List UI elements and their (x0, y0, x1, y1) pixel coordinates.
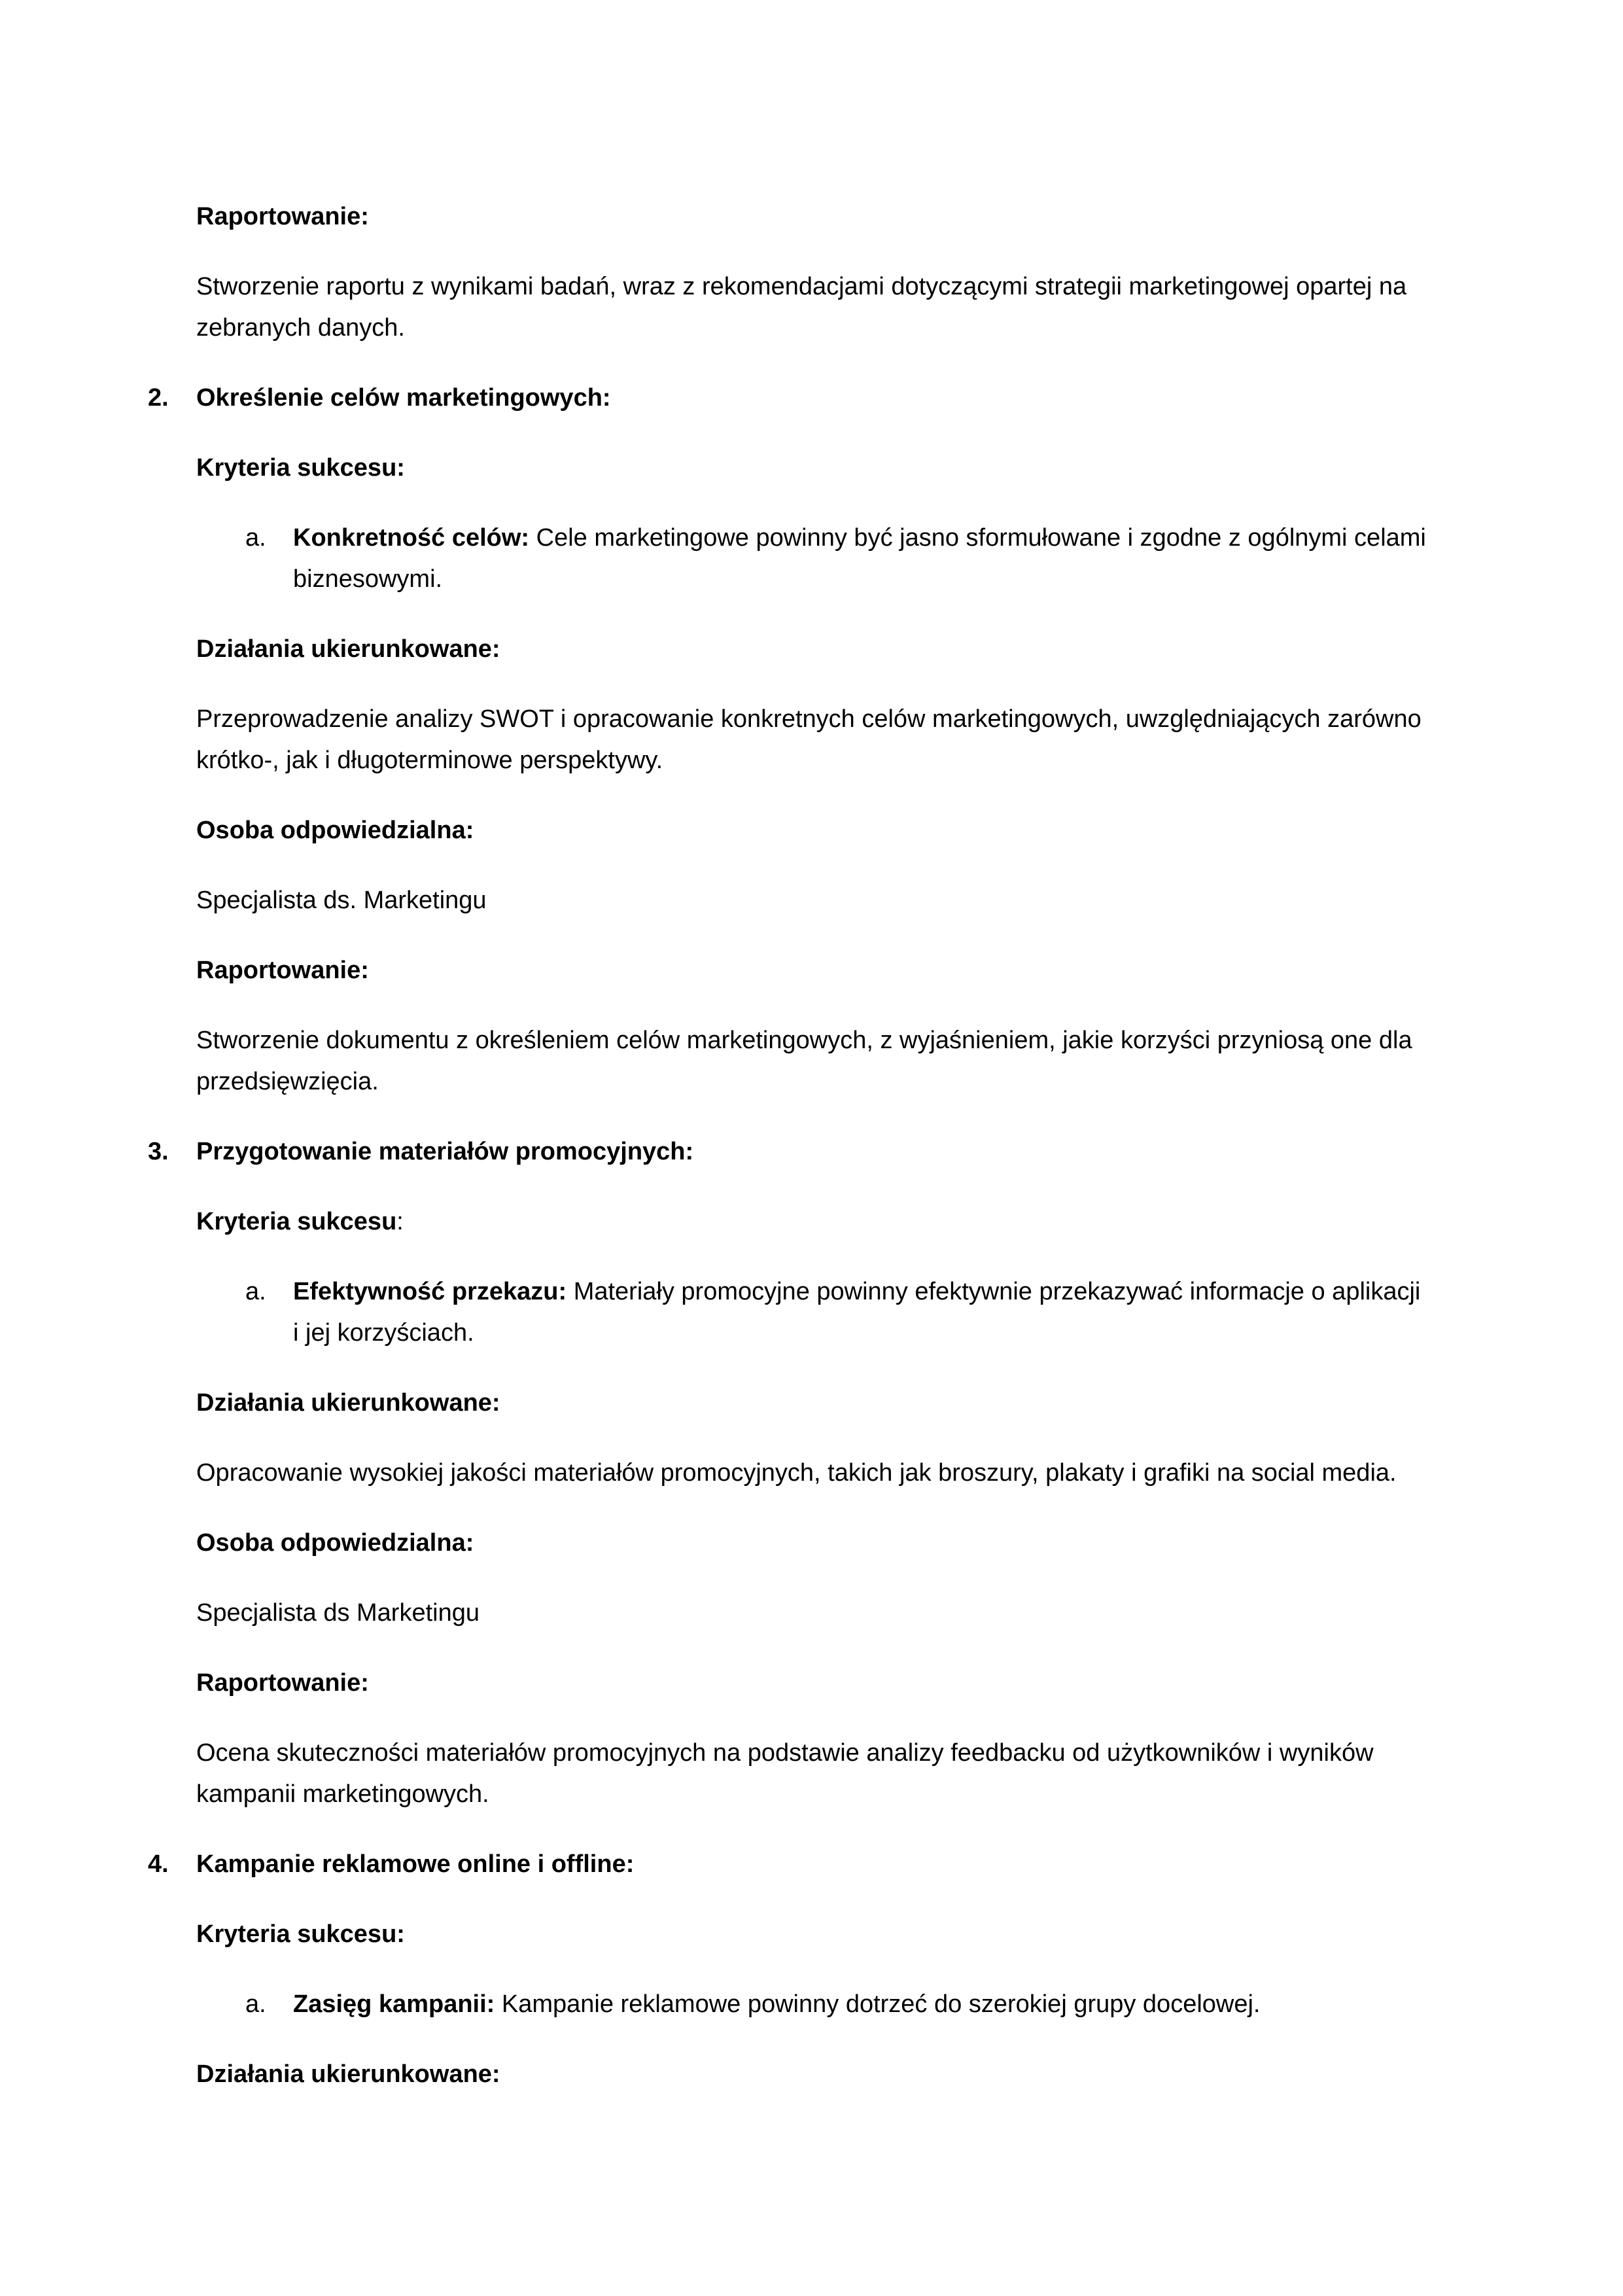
sub-list-body-text: Kampanie reklamowe powinny dotrzeć do szerokiej grupy docelowej. (495, 1990, 1261, 2018)
list-marker: 4. (148, 1850, 169, 1878)
sub-list-marker: a. (245, 524, 266, 552)
heading-raportowanie-2: Raportowanie: (196, 957, 369, 984)
paragraph-dzialania-3: Opracowanie wysokiej jakości materiałów promocyjnych, takich jak broszury, plakaty i grafiki na social media. (196, 1459, 1397, 1487)
sub-list-marker: a. (245, 1990, 266, 2018)
heading-osoba-odpowiedzialna-2: Osoba odpowiedzialna: (196, 817, 474, 844)
paragraph-osoba-2: Specjalista ds. Marketingu (196, 887, 487, 914)
list-marker: 3. (148, 1138, 169, 1165)
list-item-label: Przygotowanie materiałów promocyjnych: (196, 1138, 694, 1165)
sub-list-lead-label: Konkretność celów: (293, 524, 530, 552)
heading-dzialania-ukierunkowane-3: Działania ukierunkowane: (196, 1389, 500, 1417)
list-item-2 (148, 378, 1429, 419)
heading-raportowanie-3: Raportowanie: (196, 1669, 369, 1697)
list-marker: 2. (148, 384, 169, 412)
list-item-3 (148, 1131, 1429, 1173)
sub-list-text (293, 518, 1429, 600)
sub-list-body-text: Materiały promocyjne powinny efektywnie przekazywać informacje o aplikacji i jej korzyściach. (293, 1278, 1421, 1347)
heading-colon: : (396, 1208, 404, 1235)
sub-list-lead-label: Efektywność przekazu: (293, 1278, 567, 1305)
sub-list-text (293, 1984, 1429, 2025)
sub-item-4a (245, 1984, 1429, 2025)
paragraph-raportowanie-1: Stworzenie raportu z wynikami badań, wraz z rekomendacjami dotyczącymi strategii marketingowej opartej na zebranych danych. (196, 273, 1407, 342)
heading-kryteria-sukcesu-3 (196, 1201, 1429, 1243)
paragraph-osoba-3: Specjalista ds Marketingu (196, 1599, 480, 1627)
list-item-label: Określenie celów marketingowych: (196, 384, 611, 412)
sub-item-3a (245, 1271, 1429, 1354)
sub-list-lead-label: Zasięg kampanii: (293, 1990, 495, 2018)
paragraph-raportowanie-3: Ocena skuteczności materiałów promocyjnych na podstawie analizy feedbacku od użytkowników i wyników kampanii marketingowych. (196, 1739, 1374, 1808)
heading-kryteria-sukcesu-4: Kryteria sukcesu: (196, 1920, 405, 1948)
heading-osoba-odpowiedzialna-3: Osoba odpowiedzialna: (196, 1529, 474, 1557)
paragraph-raportowanie-2: Stworzenie dokumentu z określeniem celów marketingowych, z wyjaśnieniem, jakie korzyści przyniosą one dla przedsięwzięcia. (196, 1027, 1412, 1095)
heading-dzialania-ukierunkowane-4: Działania ukierunkowane: (196, 2060, 500, 2088)
list-item-4 (148, 1844, 1429, 1885)
sub-list-body-text: Cele marketingowe powinny być jasno sformułowane i zgodne z ogólnymi celami biznesowymi. (293, 524, 1426, 593)
heading-kryteria-sukcesu-2: Kryteria sukcesu: (196, 454, 405, 482)
document-body (148, 196, 1429, 2095)
sub-list-marker: a. (245, 1278, 266, 1305)
heading-raportowanie-1: Raportowanie: (196, 203, 369, 230)
paragraph-dzialania-2: Przeprowadzenie analizy SWOT i opracowanie konkretnych celów marketingowych, uwzględniających zarówno krótko-, jak i długoterminowe perspektywy. (196, 705, 1422, 774)
heading-text: Kryteria sukcesu (196, 1208, 397, 1235)
sub-list-text (293, 1271, 1429, 1354)
sub-item-2a (245, 518, 1429, 600)
list-item-label: Kampanie reklamowe online i offline: (196, 1850, 635, 1878)
heading-dzialania-ukierunkowane-2: Działania ukierunkowane: (196, 635, 500, 663)
